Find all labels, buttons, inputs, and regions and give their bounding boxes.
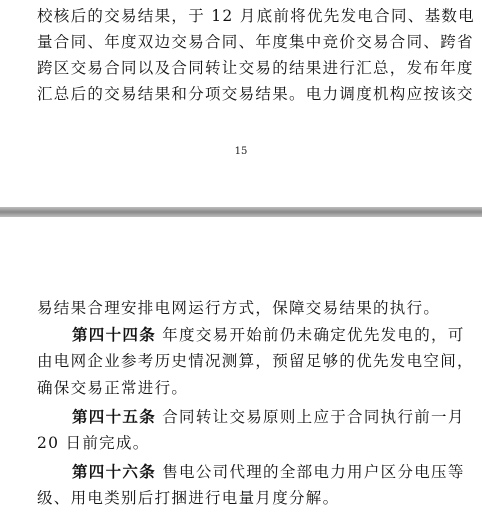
text-line: 校核后的交易结果，于 12 月底前将优先发电合同、基数电	[37, 7, 475, 25]
page-number: 15	[234, 146, 248, 157]
article-title: 第四十四条	[72, 325, 157, 344]
article-text: 合同转让交易原则上应于合同执行前一月	[162, 408, 465, 426]
text-line: 跨区交易合同以及合同转让交易的结果进行汇总，发布年度	[37, 59, 474, 77]
article-46-first-line	[72, 458, 482, 486]
text-line: 汇总后的交易结果和分项交易结果。电力调度机构应按该交	[37, 85, 474, 103]
text-line: 级、用电类别后打捆进行电量月度分解。	[37, 489, 340, 507]
article-title: 第四十六条	[72, 462, 157, 481]
article-44-first-line	[72, 321, 482, 349]
text-line: 20 日前完成。	[37, 434, 150, 452]
document-page-top	[0, 0, 482, 207]
article-text: 售电公司代理的全部电力用户区分电压等	[162, 463, 465, 481]
text-line: 易结果合理安排电网运行方式，保障交易结果的执行。	[37, 299, 441, 317]
article-45-first-line	[72, 403, 482, 431]
text-line: 确保交易正常进行。	[37, 379, 189, 397]
text-line: 量合同、年度双边交易合同、年度集中竞价交易合同、跨省	[37, 33, 474, 51]
article-title: 第四十五条	[72, 407, 157, 426]
article-text: 年度交易开始前仍未确定优先发电的，可	[162, 326, 465, 344]
text-line: 由电网企业参考历史情况测算，预留足够的优先发电空间，	[37, 352, 474, 370]
document-page-bottom	[0, 217, 482, 512]
page-separator	[0, 207, 482, 217]
paragraph	[37, 3, 475, 107]
